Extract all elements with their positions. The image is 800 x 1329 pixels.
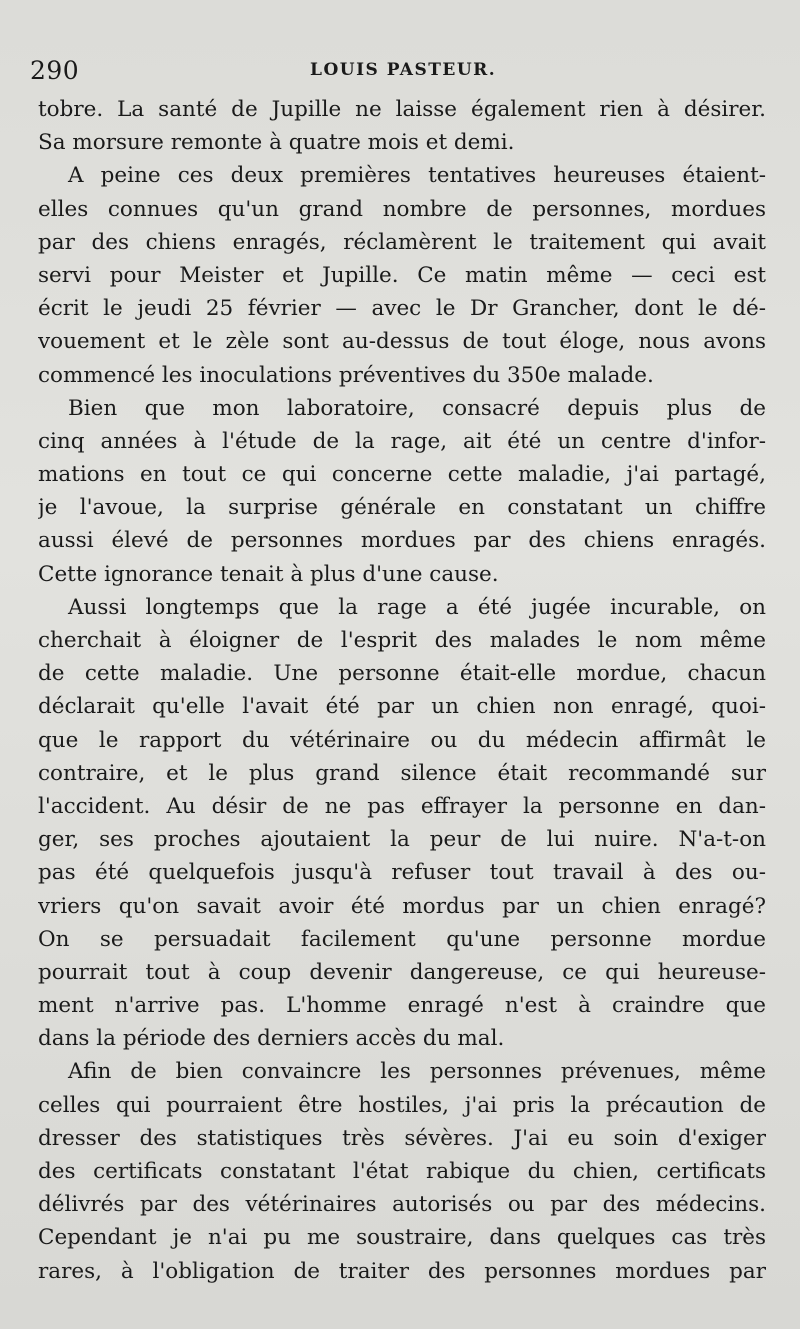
text-line: dresser des statistiques très sévères. J'ai eu soin d'exiger bbox=[38, 1125, 766, 1151]
text-line: pourrait tout à coup devenir dangereuse, ce qui heureuse- bbox=[38, 959, 766, 985]
text-line: ment n'arrive pas. L'homme enragé n'est à craindre que bbox=[38, 993, 766, 1019]
text-line: Afin de bien convaincre les personnes prévenues, même bbox=[68, 1059, 766, 1085]
body-text bbox=[38, 93, 766, 1288]
text-line: dans la période des derniers accès du mal. bbox=[38, 1026, 505, 1052]
page-header bbox=[0, 56, 800, 90]
text-line: On se persuadait facilement qu'une personne mordue bbox=[38, 926, 766, 952]
text-line: l'accident. Au désir de ne pas effrayer la personne en dan- bbox=[38, 793, 766, 819]
text-line: aussi élevé de personnes mordues par des chiens enragés. bbox=[38, 528, 766, 554]
text-line: que le rapport du vétérinaire ou du médecin affirmât le bbox=[38, 727, 766, 753]
text-line: je l'avoue, la surprise générale en constatant un chiffre bbox=[38, 495, 766, 521]
text-line: A peine ces deux premières tentatives heureuses étaient- bbox=[68, 163, 766, 189]
page-number: 290 bbox=[30, 56, 80, 85]
text-line: servi pour Meister et Jupille. Ce matin même — ceci est bbox=[38, 262, 766, 288]
text-line: ger, ses proches ajoutaient la peur de lui nuire. N'a-t-on bbox=[38, 827, 766, 853]
text-line: mations en tout ce qui concerne cette maladie, j'ai partagé, bbox=[38, 462, 766, 488]
text-line: Cependant je n'ai pu me soustraire, dans quelques cas très bbox=[38, 1225, 766, 1251]
text-line: celles qui pourraient être hostiles, j'ai pris la précaution de bbox=[38, 1092, 766, 1118]
text-line: écrit le jeudi 25 février — avec le Dr Grancher, dont le dé- bbox=[38, 296, 766, 322]
text-line: elles connues qu'un grand nombre de personnes, mordues bbox=[38, 196, 766, 222]
text-line: tobre. La santé de Jupille ne laisse également rien à désirer. bbox=[38, 97, 766, 122]
text-line: Sa morsure remonte à quatre mois et demi. bbox=[38, 130, 515, 156]
text-line: Bien que mon laboratoire, consacré depuis plus de bbox=[68, 395, 766, 421]
text-line: cherchait à éloigner de l'esprit des malades le nom même bbox=[38, 628, 766, 653]
text-line: Aussi longtemps que la rage a été jugée incurable, on bbox=[68, 594, 766, 620]
text-line: délivrés par des vétérinaires autorisés ou par des médecins. bbox=[38, 1192, 766, 1218]
text-line: vouement et le zèle sont au-dessus de tout éloge, nous avons bbox=[38, 329, 766, 355]
text-line: vriers qu'on savait avoir été mordus par un chien enragé? bbox=[38, 893, 766, 919]
text-line: de cette maladie. Une personne était-elle mordue, chacun bbox=[38, 661, 766, 687]
text-line: déclarait qu'elle l'avait été par un chien non enragé, quoi- bbox=[38, 694, 766, 720]
text-line: contraire, et le plus grand silence était recommandé sur bbox=[38, 760, 766, 786]
text-line: cinq années à l'étude de la rage, ait été un centre d'infor- bbox=[38, 428, 766, 454]
text-line: Cette ignorance tenait à plus d'une cause. bbox=[38, 561, 499, 587]
text-line: commencé les inoculations préventives du 350e malade. bbox=[38, 362, 654, 388]
text-line: rares, à l'obligation de traiter des personnes mordues par bbox=[38, 1258, 766, 1284]
text-line: des certificats constatant l'état rabique du chien, certificats bbox=[38, 1159, 766, 1184]
text-line: pas été quelquefois jusqu'à refuser tout travail à des ou- bbox=[38, 860, 766, 886]
text-line: par des chiens enragés, réclamèrent le traitement qui avait bbox=[38, 229, 766, 255]
running-head: LOUIS PASTEUR. bbox=[310, 60, 497, 80]
